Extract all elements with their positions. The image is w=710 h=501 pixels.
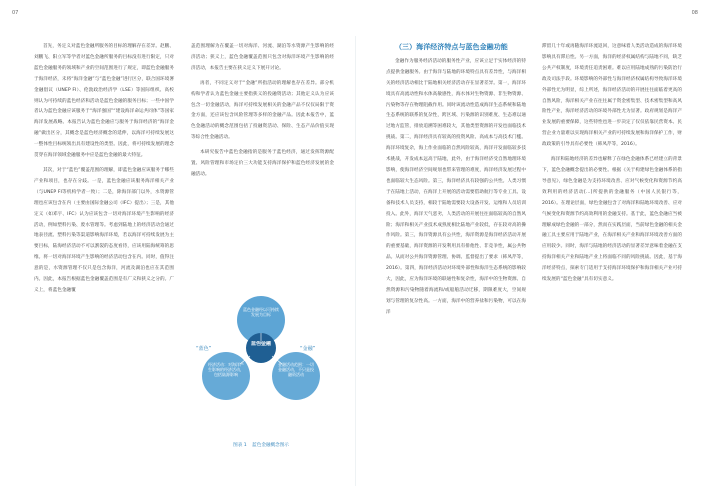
finance-label: “金融”	[300, 346, 316, 352]
finance-activity-text: 金融活动范围：一切金融活动，不只是投融资活动	[278, 362, 314, 378]
figure-caption-label: 图表 1	[233, 443, 247, 448]
section-title: （三）海洋经济特点与蓝色金融功能	[395, 43, 508, 51]
text-column-4	[542, 42, 682, 290]
text-column-2	[191, 42, 334, 185]
paragraph: 首先，务定义对蓝色金融所服务的目标的理解存在差异。赵鹏、刘鹏飞、阳立军等学者对蓝色金融所服务的目标没有进行限定，只对蓝色金融服务的领域和产业的空间范围进行了规定，即蓝色金融服务于海洋经济，未将“海洋金融”与“蓝色金融”进行区分，联合国环境署金融倡议（UNEP FI）、伦敦政治经济学（LSE）等国际组织、高校则认为可持续的蓝色经济和活动是蓝色金融的服务目标；一些中国学者认为蓝色金融应该服务于“海洋强国”“建设海洋命运共同体”等国家海洋发展战略。本报告认为蓝色金融应与服务于海洋经济的“海洋金融”做出区分，其概念是蓝色经济概念的延伸，以海洋可持续发展这一整体性目标统领出具有建设性的类型。因此，将可持续发展的理念贯穿在海洋领域金融服务中应是蓝色金融的最大特征。	[34, 44, 174, 159]
goal-text-box	[242, 307, 280, 333]
blue-label: “蓝色”	[196, 346, 212, 352]
figure-caption	[188, 442, 334, 448]
paragraph: 金融作为服务经济活动的服务性产业，应该立足于实体经济的特点提供金融服务。由于海洋与陆地的环境特点具有差异性，与海洋相关的经济活动相比于陆地相关经济活动存在显著差异。第一，海洋环境具有高流动性和水体高敏感性，海水体对生物资源、非生物资源、污染物等存在物理阻截作用。同时该流动性造成海洋生态系统和陆地生态系统的联系的复杂性，跨区域、污染源的识别难度、生态难以通过地方监管，排放追溯等困难较大，其他类型资源的开发也面临技术挑战。第二，海洋经济具有较高的投资风险、高成本与高技术门槛。海洋环境复杂，海上作业面临的自然风险较高，海洋开发面临较多技术挑战，开发成本远高于陆地，此外，由于海洋经济受自然地理环境影响，使海洋经济空间规划也带来管理的难度，海洋经济发展过程中也面临较大生态风险。第三，海洋经济具有较强的公共性。人类习惯于在陆地上活动，在海洋上开展的活动需要借助航行等专业工具、设备和技术人员支持，相较于陆地需要较大设备开发、运维和人员培训投入。此外，海洋天气恶劣，人类活动的开展往往面临较高的自然风险；海洋和相关产业技术成熟度相比陆地产业较低，存在较对高的操作风险。第三，海洋资源具有公共性，海洋资源是海洋经济活动开展的重要基础，海洋资源的开发利用具有排他性、非竞争性，属公共物品。从而对公共海洋资源管理、协调、监督提出了要求（韩凤芹等，2016）。第四，海洋经济活动对环境外部性和海洋生态系统的影响较大，因此，应为海洋环境的联通性和复杂性，海洋中的生物资源、自然资源和污染物随着海流和/或船舶活动迁移，期限难度大，空间规划与管理的复杂性高。一方面，海洋中的营养盐和污染物，可以在海洋	[386, 58, 526, 315]
center-text-box	[249, 341, 273, 357]
figure-caption-text: 蓝色金融概念图示	[252, 443, 289, 448]
goal-text: 蓝色金融经以可持续发展为目标	[243, 307, 279, 318]
economic-text-box	[207, 362, 245, 392]
page-number-left: 07	[12, 10, 19, 16]
paragraph: 滞留几十年或再随海洋环流返回，这意味着人类活动造成的海洋环境影响具有滞后性。另一方面，海洋的经济权属结构与陆地不同，缺乏公共产权制度，环境责任追责困难。难以应用陆地成熟的污染防治行政及司法手段。环境影响的外部性与海洋经济权属结构导致海洋环境外部性尤为明显，综上所述，海洋经济活动的开展往往面临着更高的自然风险，海洋相关产业在往往属于资金密集型、技术密集型和高风险性产业，海洋经济活动的环境外部性尤为显著。政府规划是海洋产业发展的重要保障，这些特性也进一步决定了仅仅依靠民营资本、民营企业力量难以实现海洋相关产业的可持续发展和海洋保护工作，财政政策的引导具有必要性（韩凤芹等，2016）。	[542, 44, 682, 148]
paragraph: 其次，对于“蓝色”覆盖范围的理解，即蓝色金融应该服务于哪些产业和项目，也存在分歧。一是，蓝色金融应该服务海洋相关产业（与UNEP FI等机构学者一致）；二是，除海洋部门以外，水资源管理也应该包含在内（主要由国际金融公司（IFC）提出）；三是，其他定义（如邓宇、IFC）认为应该包含一切对海洋环境产生影响的经济活动，例如塑料污染、废水管理等。考虑到陆地上的经济活动会通过地表径流、塑料污染等渠道影响海洋环境，若以海洋可持续发展为主要目标，陆海经济活动不可以割裂的态度看待，应该用陆海统筹的思维。将一切对海洋环境产生影响的经济活动包含在内。同时，值得注意的是，水资源管理不仅只是包含海洋，河流及湖泊也应在其范围内。因此，本报告根据蓝色金融覆盖范围是有广义和狭义之分的。广义上，将蓝色金融覆	[34, 167, 174, 293]
paragraph: 盖范围理解为在覆盖一切对海洋、河流、湖泊等水资源产生影响的经济活动；狭义上，蓝色金融覆盖范围只包含对海洋环境产生影响的经济活动，本报告主要在狭义定义下展开讨论。	[191, 44, 334, 71]
economic-activity-text: 经济活动：对海洋产生影响的经济活动，包括陆源影响	[208, 362, 244, 378]
blue-finance-diagram	[188, 290, 334, 446]
paragraph: 本研究报告中蓝色金融指的是服务于蓝色经济，通过发挥资源配置、风险管理和市场定价三大功能支持海洋保护和蓝色经济发展的金融活动。	[191, 150, 334, 177]
text-column-3	[386, 42, 526, 323]
text-column-1	[34, 42, 174, 301]
page-number-right: 08	[691, 10, 698, 16]
finance-text-box	[277, 362, 315, 392]
page-gutter	[355, 36, 356, 486]
paragraph: 海洋和陆地经济的差异也解释了在绿色金融体系已经建立的背景下，蓝色金融概念提出的必要性。根据《关于构建绿色金融体系的指导意见》，绿色金融是为支持环境改善、应对气候变化和资源节约高效利用的经济活动[...]所提供的金融服务（中国人民银行等，2016）。在理论层面，绿色金融包含了对海洋和陆地环境改善、应对气候变化和资源节约高效利用的金融支持。基于此，蓝色金融应当被理解成绿色金融的一部分，然而在实践层面，当前绿色金融的相关金融工具主要应用于陆地产业，在海洋相关产业和海洋环境改善方面的应用较少。同时，海洋与陆地的经济活动的显著差异意味着金融在支持海洋相关产业和陆地产业上将面临不同的风险挑战。因此，基于海洋经济特点，探索专门适用于支持海洋环境保护和海洋相关产业可持续发展的“蓝色金融”具有切实意义。	[542, 157, 682, 283]
paragraph: 再者，不同定义对于“金融”所指活动的理解也存在差异。部分机构和学者认为蓝色金融主要指狭义的投融资活动；其他定义认为应该包含一切金融活动，海洋可持续发展相关的金融产品不仅仅局限于资金方面，还应该包含风险管理等多样的金融产品。因此本报告中，蓝色金融活动的概念范围包括了投融资活动、保险、生态产品价值实现等综合性金融活动。	[191, 80, 334, 141]
center-text: 蓝色金融	[250, 341, 271, 347]
